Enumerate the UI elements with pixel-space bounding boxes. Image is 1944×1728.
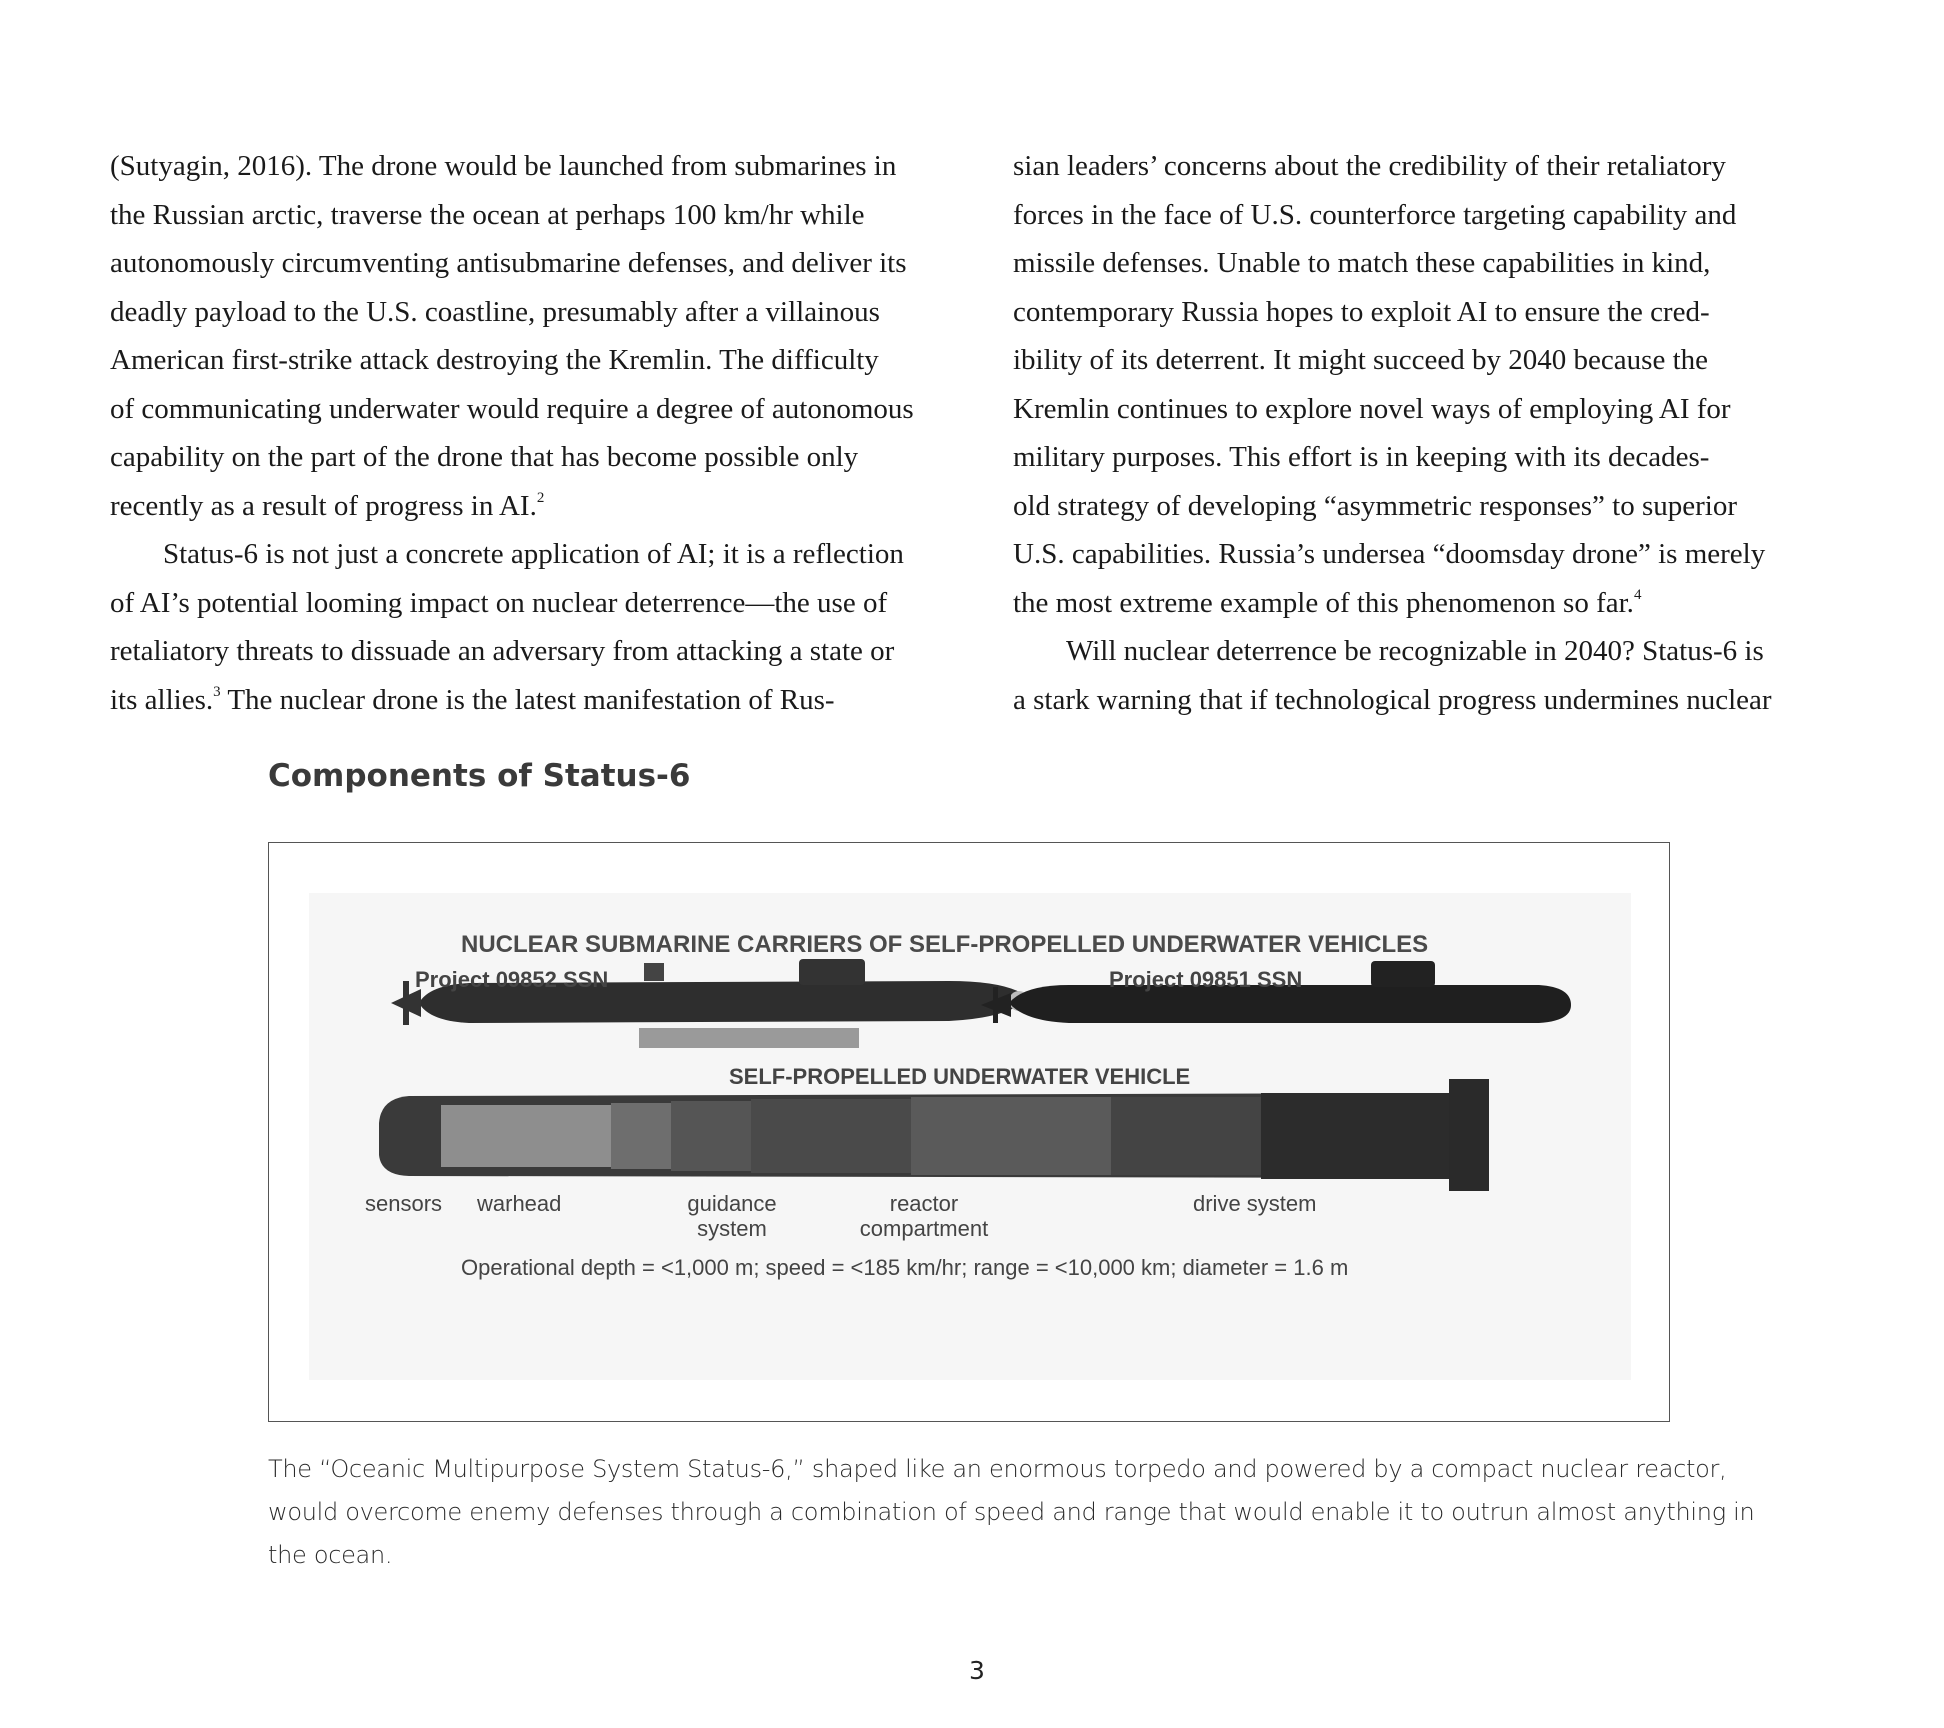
paragraph-line: contemporary Russia hopes to exploit AI to ensure the cred-: [1013, 295, 1710, 328]
vehicle-specs: Operational depth = <1,000 m; speed = <185 km/hr; range = <10,000 km; diameter = 1.6 m: [461, 1255, 1349, 1280]
sub-label-09851: Project 09851 SSN: [1109, 967, 1303, 992]
paragraph-line: deadly payload to the U.S. coastline, presumably after a villainous: [110, 295, 880, 328]
page-number: 3: [969, 1656, 985, 1685]
caption-line: would overcome enemy defenses through a combination of speed and range that would enable it to outrun almost anything in: [268, 1498, 1755, 1526]
paragraph-line: forces in the face of U.S. counterforce targeting capability and: [1013, 198, 1737, 231]
paragraph-line: the most extreme example of this phenomenon so far.$^4$: [1013, 586, 1642, 619]
figure-image: [309, 893, 1631, 1380]
paragraph-line: its allies.$^3$ The nuclear drone is the latest manifestation of Rus-: [110, 683, 835, 716]
paragraph-line: old strategy of developing “asymmetric responses” to superior: [1013, 489, 1737, 522]
left-text-column: [110, 142, 950, 724]
paragraph-line: of communicating underwater would require a degree of autonomous: [110, 392, 914, 425]
paragraph-line: (Sutyagin, 2016). The drone would be launched from submarines in: [110, 150, 897, 182]
label-reactor-line1: reactor: [889, 1191, 959, 1216]
paragraph-line: American first-strike attack destroying the Kremlin. The difficulty: [110, 344, 879, 376]
paragraph-line: autonomously circumventing antisubmarine defenses, and deliver its: [110, 247, 907, 279]
paragraph-line: sian leaders’ concerns about the credibility of their retaliatory: [1013, 150, 1726, 182]
underwater-vehicle-icon: [379, 1079, 1489, 1191]
paragraph-line: of AI’s potential looming impact on nuclear deterrence—the use of: [110, 586, 888, 619]
paragraph-line: ibility of its deterrent. It might succeed by 2040 because the: [1013, 344, 1708, 376]
paragraph-line: Will nuclear deterrence be recognizable in 2040? Status-6 is: [1066, 635, 1764, 667]
label-reactor-line2: compartment: [859, 1216, 989, 1241]
label-drive-system: drive system: [1193, 1191, 1317, 1216]
paragraph-line: retaliatory threats to dissuade an adversary from attacking a state or: [110, 635, 895, 667]
footnote-ref[interactable]: 3: [213, 683, 221, 700]
caption-line: the ocean.: [268, 1541, 393, 1569]
paragraph-line: missile defenses. Unable to match these capabilities in kind,: [1013, 247, 1711, 279]
label-guidance-line2: system: [697, 1216, 767, 1241]
paragraph-line: capability on the part of the drone that has become possible only: [110, 441, 859, 473]
carriers-heading: NUCLEAR SUBMARINE CARRIERS OF SELF-PROPELLED UNDERWATER VEHICLES: [461, 931, 1429, 958]
footnote-ref[interactable]: 4: [1633, 586, 1642, 603]
figure-caption: [268, 1448, 1755, 1577]
vehicle-heading: SELF-PROPELLED UNDERWATER VEHICLE: [729, 1064, 1191, 1089]
figure-frame: [268, 842, 1670, 1422]
label-warhead: warhead: [477, 1191, 562, 1216]
paragraph-line: Status-6 is not just a concrete application of AI; it is a reflection: [163, 538, 904, 570]
figure-title: Components of Status-6: [268, 758, 691, 794]
caption-line: The “Oceanic Multipurpose System Status-6,” shaped like an enormous torpedo and powered by a compact nuclear reactor,: [268, 1455, 1727, 1483]
sub-label-09852: Project 09852 SSN: [415, 967, 609, 992]
paragraph-line: the Russian arctic, traverse the ocean at perhaps 100 km/hr while: [110, 198, 865, 231]
label-reactor-compartment: [849, 1191, 999, 1241]
paragraph-line: recently as a result of progress in AI.$^2$: [110, 489, 545, 522]
footnote-ref[interactable]: 2: [536, 489, 545, 506]
label-guidance-line1: guidance: [687, 1191, 777, 1216]
paragraph-line: Kremlin continues to explore novel ways of employing AI for: [1013, 392, 1731, 425]
paragraph-line: military purposes. This effort is in keeping with its decades-: [1013, 441, 1710, 473]
paragraph-line: a stark warning that if technological progress undermines nuclear: [1013, 683, 1772, 716]
right-text-column: [1013, 142, 1853, 724]
label-guidance-system: [677, 1191, 787, 1241]
label-sensors: sensors: [365, 1191, 443, 1216]
paragraph-line: U.S. capabilities. Russia’s undersea “doomsday drone” is merely: [1013, 538, 1766, 570]
